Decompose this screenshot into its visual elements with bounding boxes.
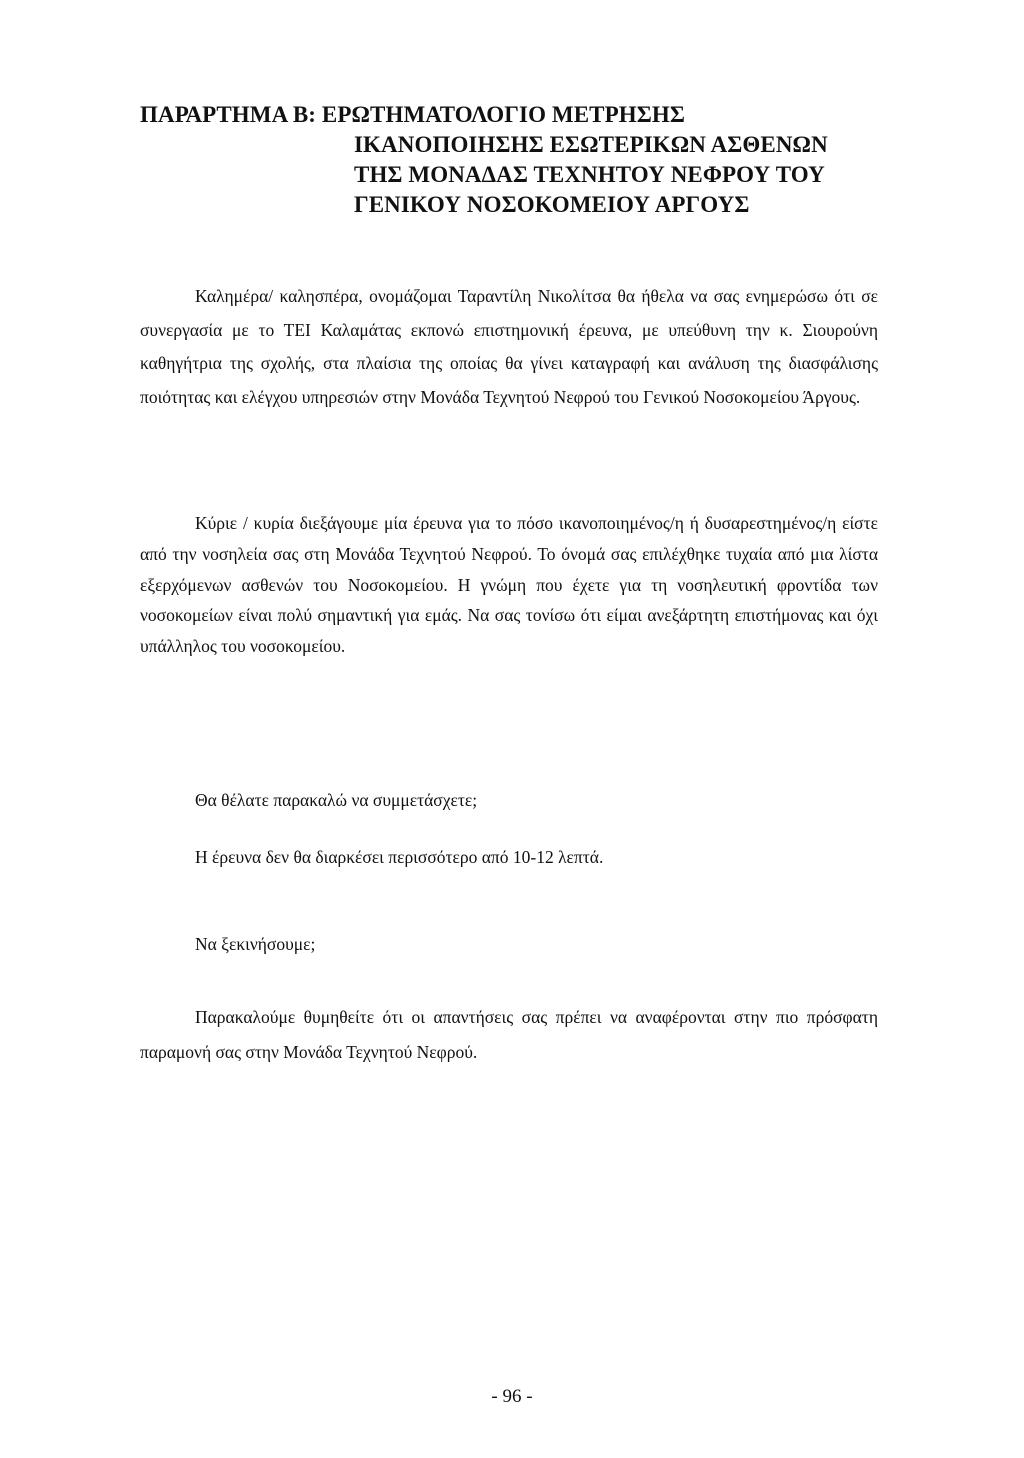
survey-paragraph bbox=[140, 508, 878, 662]
reminder-paragraph-text: Παρακαλούμε θυμηθείτε ότι οι απαντήσεις σας πρέπει να αναφέρονται στην πιο πρόσφατη παραμονή σας στην Μονάδα Τεχνητού Νεφρού. bbox=[140, 1007, 878, 1062]
duration-note: Η έρευνα δεν θα διαρκέσει περισσότερο από 10-12 λεπτά. bbox=[195, 847, 604, 867]
question-start: Να ξεκινήσουμε; bbox=[195, 934, 316, 954]
survey-paragraph-text: Κύριε / κυρία διεξάγουμε μία έρευνα για το πόσο ικανοποιημένος/η ή δυσαρεστημένος/η είστε από την νοσηλεία σας στη Μονάδα Τεχνητού Νεφρού. Το όνομά σας επιλέχθηκε τυχαία από μια λίστα εξερχόμενων ασθενών του Νοσοκομείου. Η γνώμη που έχετε για τη νοσηλευτική φροντίδα των νοσοκομείων είναι πολύ σημαντική για εμάς. Να σας τονίσω ότι είμαι ανεξάρτητη επιστήμονας και όχι υπάλληλος του νοσοκομείου. bbox=[140, 513, 878, 657]
page-number: - 96 - bbox=[491, 1386, 533, 1407]
heading-line-1: ΠΑΡΑΡΤΗΜΑ Β: ΕΡΩΤΗΜΑΤΟΛΟΓΙΟ ΜΕΤΡΗΣΗΣ bbox=[140, 102, 686, 127]
heading-line-4: ΓΕΝΙΚΟΥ ΝΟΣΟΚΟΜΕΙΟΥ ΑΡΓΟΥΣ bbox=[354, 192, 750, 217]
intro-paragraph bbox=[140, 280, 878, 414]
intro-paragraph-text: Καλημέρα/ καλησπέρα, ονομάζομαι Ταραντίλη Νικολίτσα θα ήθελα να σας ενημερώσω ότι σε συνεργασία με το ΤΕΙ Καλαμάτας εκπονώ επιστημονική έρευνα, με υπεύθυνη την κ. Σιουρούνη καθηγήτρια της σχολής, στα πλαίσια της οποίας θα γίνει καταγραφή και ανάλυση της διασφάλισης ποιότητας και ελέγχου υπηρεσιών στην Μονάδα Τεχνητού Νεφρού του Γενικού Νοσοκομείου Άργους. bbox=[140, 286, 878, 407]
heading-line-3: ΤΗΣ ΜΟΝΑΔΑΣ ΤΕΧΝΗΤΟΥ ΝΕΦΡΟΥ ΤΟΥ bbox=[354, 162, 825, 187]
heading-line-2: ΙΚΑΝΟΠΟΙΗΣΗΣ ΕΣΩΤΕΡΙΚΩΝ ΑΣΘΕΝΩΝ bbox=[354, 132, 828, 157]
reminder-paragraph bbox=[140, 1000, 878, 1070]
appendix-heading bbox=[140, 100, 900, 220]
question-participate: Θα θέλατε παρακαλώ να συμμετάσχετε; bbox=[195, 790, 478, 810]
